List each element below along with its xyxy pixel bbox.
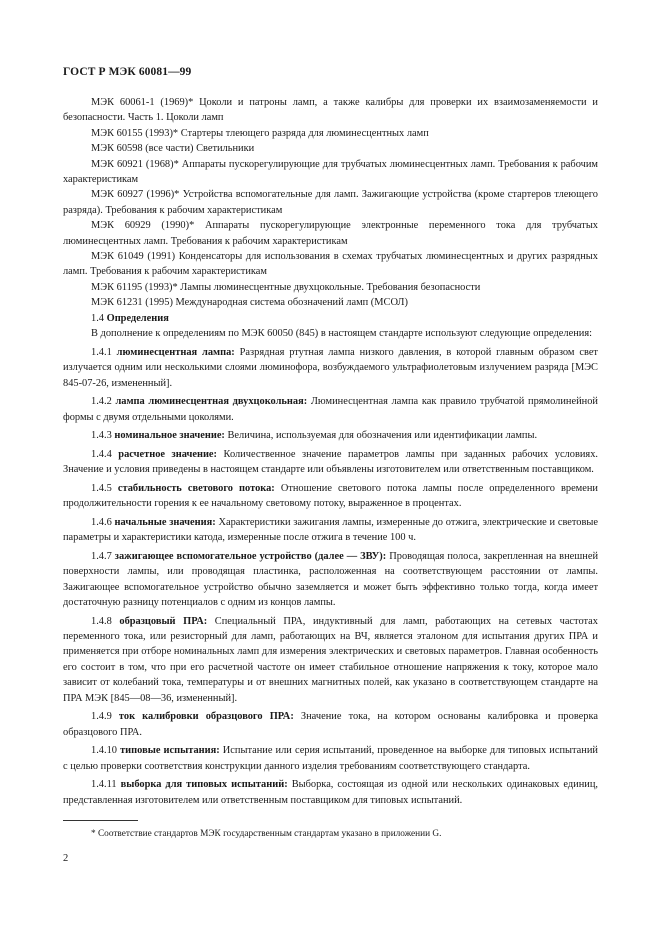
reference-item: МЭК 61195 (1993)* Лампы люминесцентные двухцокольные. Требования безопасности [91,281,481,293]
definitions-list [63,345,598,808]
definition-number: 1.4.6 [91,516,112,528]
definition-term: стабильность светового потока: [117,482,275,494]
reference-item: МЭК 60598 (все части) Светильники [91,143,255,155]
definition-item [63,515,598,546]
footnote-divider [63,820,138,821]
definition-item [63,447,598,478]
definition-item [63,614,598,706]
definition-text: Величина, используемая для обозначения или идентификации лампы. [227,430,538,442]
definition-text: Люминесцентная лампа как правило трубчатой прямолинейной формы с двумя отдельными цоколями. [63,396,598,423]
definition-number: 1.4.3 [91,430,112,442]
definition-number: 1.4.2 [91,396,112,408]
definition-text: Выборка, состоящая из одной или нескольких одинаковых единиц, представленная изготовителем или ответственным поставщиком для типовых испытаний. [63,779,598,806]
definition-number: 1.4.1 [91,346,112,358]
definition-number: 1.4.4 [91,448,112,460]
reference-item: МЭК 60921 (1968)* Аппараты пускорегулирующие для трубчатых люминесцентных ламп. Требования к рабочим характеристикам [63,158,598,186]
definition-number: 1.4.11 [91,779,117,791]
reference-item: МЭК 60929 (1990)* Аппараты пускорегулирующие электронные переменного тока для трубчатых люминесцентных ламп. Требования к рабочим характеристикам [63,220,598,247]
definition-text: Отношение светового потока лампы после определенного времени продолжительности горения к ее начальному световому потоку, выраженное в процентах. [63,482,598,510]
definition-text: Значение тока, на котором основаны калибровка и проверка образцового ПРА. [63,711,598,738]
definition-item [63,394,598,425]
definition-term: образцовый ПРА: [119,615,208,627]
reference-item: МЭК 60927 (1996)* Устройства вспомогательные для ламп. Зажигающие устройства (кроме стартеров тлеющего разряда). Требования к рабочим характеристикам [63,189,598,216]
definition-number: 1.4.8 [91,615,112,627]
definition-item [63,709,598,740]
definition-number: 1.4.7 [91,550,112,562]
references-list [63,95,598,311]
definition-number: 1.4.10 [91,745,117,757]
reference-item: МЭК 60155 (1993)* Стартеры тлеющего разряда для люминесцентных ламп [91,127,429,139]
definition-term: типовые испытания: [120,745,220,757]
definition-number: 1.4.9 [91,711,112,723]
reference-item: МЭК 60061-1 (1969)* Цоколи и патроны ламп, а также калибры для проверки их взаимозаменяемости и безопасности. Часть 1. Цоколи ламп [63,97,598,124]
definition-term: зажигающее вспомогательное устройство (далее — ЗВУ): [114,550,387,562]
definition-term: расчетное значение: [118,448,218,460]
reference-item: МЭК 61049 (1991) Конденсаторы для использования в схемах трубчатых люминесцентных и других разрядных ламп. Требования к рабочим характеристикам [63,251,598,278]
definition-item [63,345,598,391]
definition-text: Проводящая полоса, закрепленная на внешней поверхности лампы, или проводящая пластинка, расположенная на соответствующем расстоянии от лампы. Зажигающее вспомогательное устройство обычно заземляется и может быть эффективно только тогда, когда имеет достаточную разницу потенциалов с одним из концов лампы. [63,550,598,608]
definition-text: Разрядная ртутная лампа низкого давления, в которой главным образом свет излучается одним или несколькими слоями люминофора, возбуждаемого ультрафиолетовым излучением разряда [МЭС 845-07-26, измененный]. [63,346,598,389]
definition-text: Количественное значение параметров лампы при заданных рабочих условиях. Значение и условия приведены в настоящем стандарте или объявлены изготовителем или ответственным поставщиком. [63,448,598,476]
section-number: 1.4 [91,312,104,324]
definition-term: ток калибровки образцового ПРА: [118,711,294,723]
definition-item [63,777,598,808]
definition-text: Специальный ПРА, индуктивный для ламп, работающих на сетевых частотах переменного тока, или резисторный для ламп, работающих на ВЧ, является эталоном для испытания других ПРА и применяется при отборе номинальных ламп для измерения электрических и световых параметров. Главная особенность его состоит в том, что при его расчетной частоте он имеет стабильное отношение напряжения к току, которое мало зависит от колебаний тока, температуры и от внешних магнитных полей, как указано в соответствующем стандарте на ПРА МЭК [845—08—36, измененный]. [63,615,598,704]
definition-text: Испытание или серия испытаний, проведенное на выборке для типовых испытаний с целью проверки соответствия конструкции данного изделия требованиям соответствующего стандарта. [63,745,598,772]
definition-item [63,481,598,512]
definition-term: начальные значения: [114,516,216,528]
document-body [63,95,598,808]
definition-term: номинальное значение: [114,430,225,442]
definition-number: 1.4.5 [91,482,112,494]
page-number: 2 [63,853,69,864]
definition-term: лампа люминесцентная двухцокольная: [115,396,308,408]
definition-item [63,549,598,611]
definition-term: выборка для типовых испытаний: [120,779,288,791]
definition-term: люминесцентная лампа: [116,346,235,358]
definition-text: Характеристики зажигания лампы, измеренные до отжига, электрические и световые параметры и характеристики катода, измеренные после отжига в течение 100 ч. [63,516,599,544]
document-header: ГОСТ Р МЭК 60081—99 [63,66,192,78]
reference-item: МЭК 61231 (1995) Международная система обозначений ламп (МСОЛ) [91,297,408,309]
definition-item [63,428,598,443]
footnote: * Соответствие стандартов МЭК государственным стандартам указано в приложении G. [91,829,442,839]
definitions-intro: В дополнение к определениям по МЭК 60050 (845) в настоящем стандарте используют следующие определения: [91,328,592,340]
section-title: Определения [106,312,169,324]
definition-item [63,743,598,774]
section-heading [63,311,598,326]
